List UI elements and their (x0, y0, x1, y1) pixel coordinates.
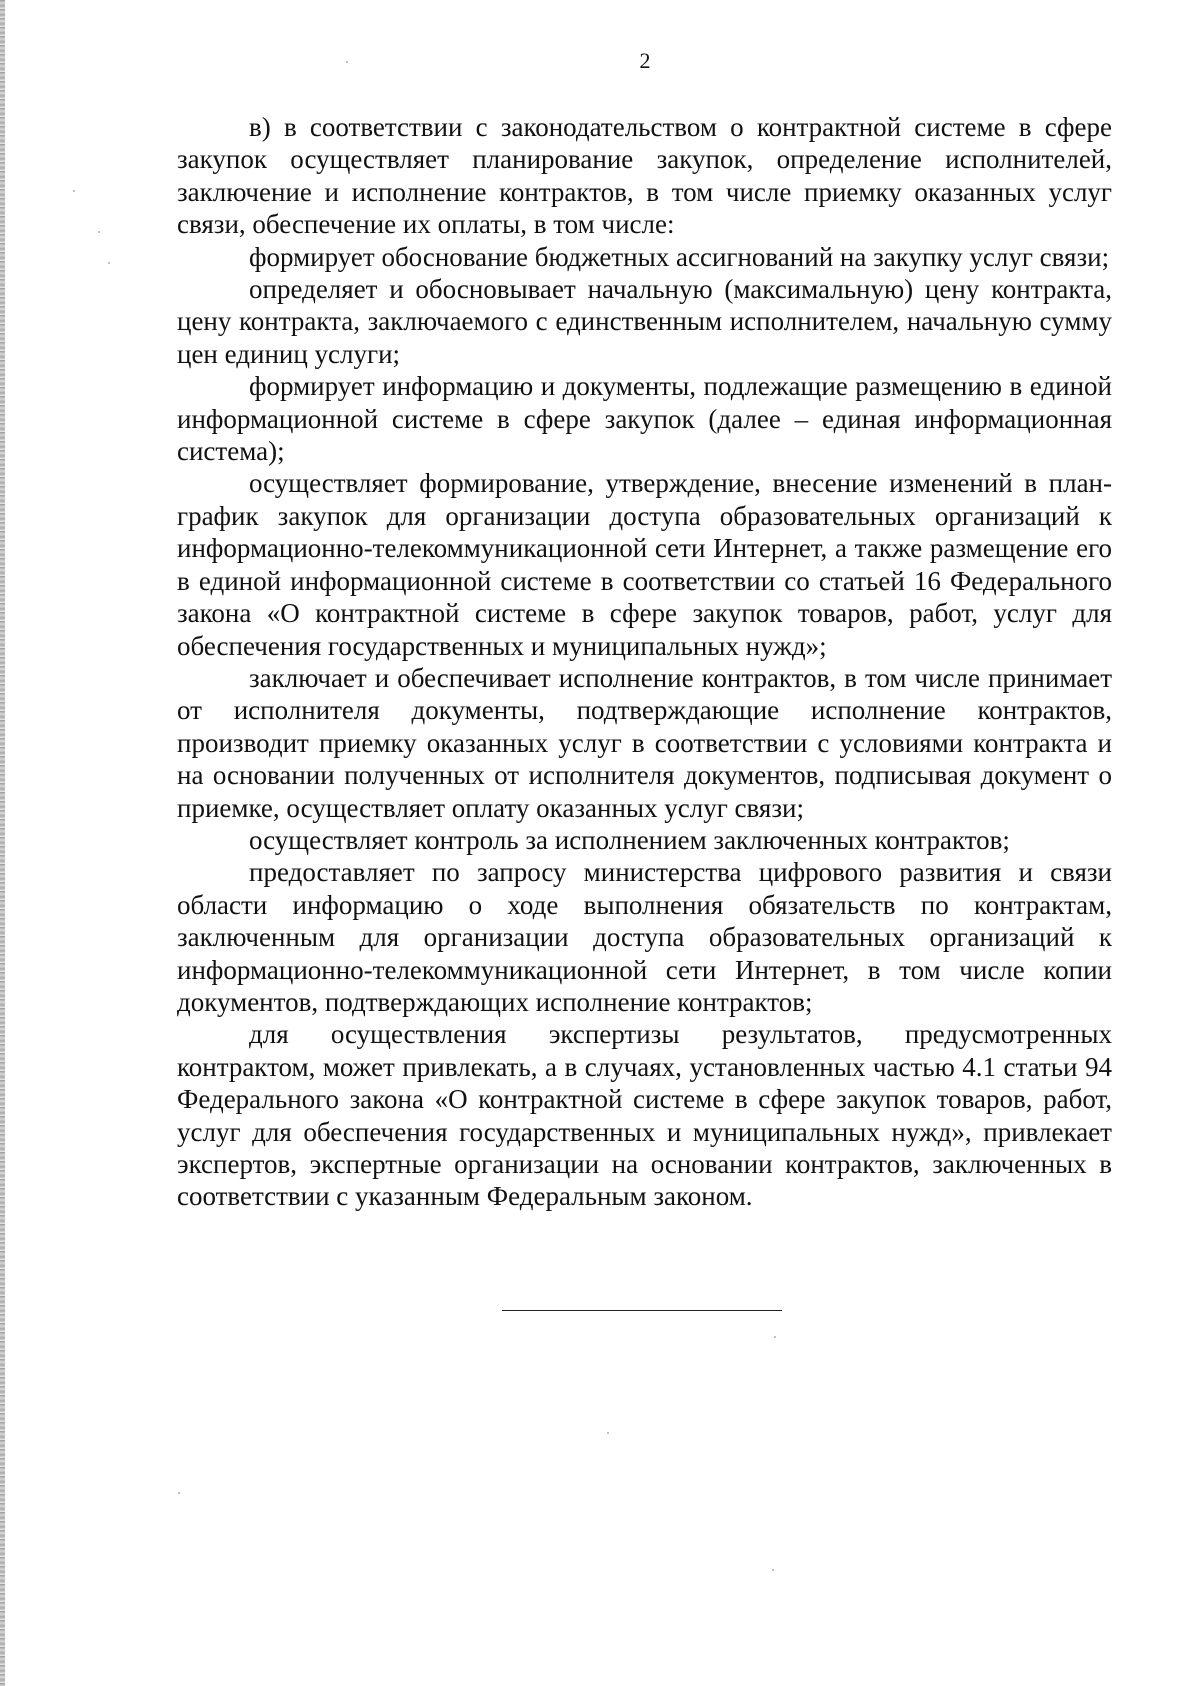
scan-speck (108, 262, 110, 264)
paragraph-plan-schedule: осуществляет формирование, утверждение, внесение изменений в план-график закупок для организации доступа образовательных организаций к информационно-телекоммуникационной сети Интернет, а также размещение его в единой информационной системе в соответствии со статьей 16 Федерального закона «О контрактной системе в сфере закупок товаров, работ, услуг для обеспечения государственных и муниципальных нужд»; (177, 468, 1112, 661)
paragraph-v-intro: в) в соответствии с законодательством о контрактной системе в сфере закупок осуществляет планирование закупок, определение исполнителей, заключение и исполнение контрактов, в том числе приемку оказанных услуг связи, обеспечение их оплаты, в том числе: (177, 112, 1112, 240)
scan-speck (73, 190, 75, 192)
paragraph-budget-justification: формирует обоснование бюджетных ассигнований на закупку услуг связи; (249, 241, 1110, 272)
paragraph-information-placement: формирует информацию и документы, подлежащие размещению в единой информационной системе в сфере закупок (далее – единая информационная система); (177, 371, 1112, 467)
page-number: 2 (639, 48, 651, 73)
paragraph-contract-execution: заключает и обеспечивает исполнение контрактов, в том числе принимает от исполнителя документы, подтверждающие исполнение контрактов, производит приемку оказанных услуг в соответствии с условиями контракта и на основании полученных от исполнителя документов, подписывая документ о приемке, осуществляет оплату оказанных услуг связи; (177, 662, 1112, 823)
end-separator-line (502, 1310, 782, 1311)
document-body (177, 111, 1112, 1213)
scan-speck (346, 61, 348, 63)
scan-speck (98, 231, 100, 233)
scan-speck (178, 1492, 180, 1494)
paragraph-contract-control: осуществляет контроль за исполнением заключенных контрактов; (249, 824, 1010, 855)
scan-edge-artifact (0, 0, 5, 1686)
paragraph-ministry-reporting: предоставляет по запросу министерства цифрового развития и связи области информацию о ходе выполнения обязательств по контрактам, заключенным для организации доступа образовательных организаций к информационно-телекоммуникационной сети Интернет, в том числе копии документов, подтверждающих исполнение контрактов; (177, 857, 1112, 1017)
paragraph-price-determination: определяет и обосновывает начальную (максимальную) цену контракта, цену контракта, заключаемого с единственным исполнителем, начальную сумму цен единиц услуги; (177, 274, 1112, 369)
paragraph-expertise: для осуществления экспертизы результатов, предусмотренных контрактом, может привлекать, а в случаях, установленных частью 4.1 статьи 94 Федерального закона «О контрактной системе в сфере закупок товаров, работ, услуг для обеспечения государственных и муниципальных нужд», привлекает экспертов, экспертные организации на основании контрактов, заключенных в соответствии с указанным Федеральным законом. (177, 1019, 1112, 1212)
scan-speck (772, 1569, 774, 1571)
scan-speck (607, 1432, 609, 1434)
scan-speck (774, 1336, 776, 1338)
